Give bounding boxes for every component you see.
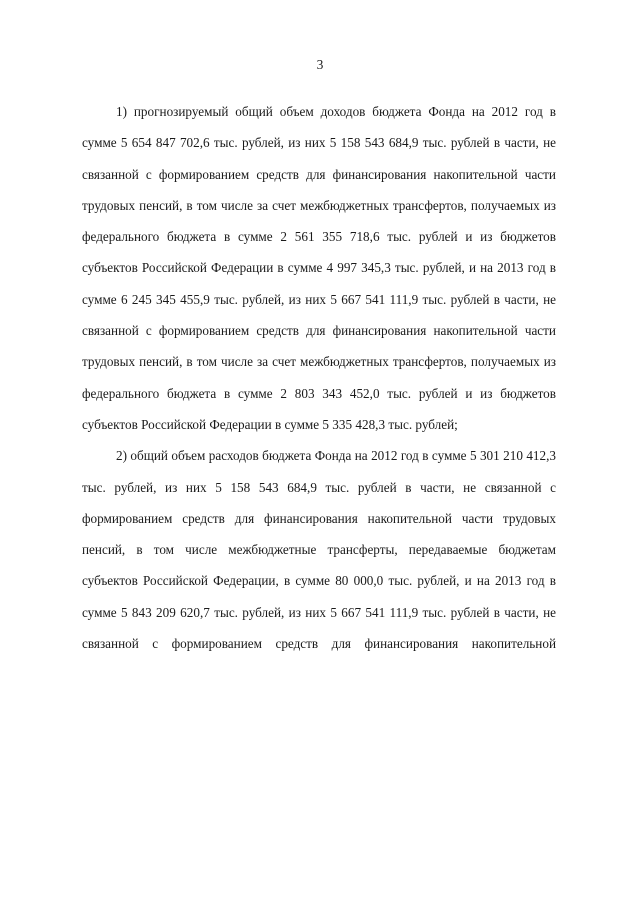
document-body (82, 96, 556, 691)
paragraph-1-text: 1) прогнозируемый общий объем доходов бюджета Фонда на 2012 год в сумме 5 654 847 702,6 тыс. рублей, из них 5 158 543 684,9 тыс. рублей в части, не связанной с формированием средств для финансирования накопительной части трудовых пенсий, в том числе за счет межбюджетных трансфертов, получаемых из федерального бюджета в сумме 2 561 355 718,6 тыс. рублей и из бюджетов субъектов Российской Федерации в сумме 4 997 345,3 тыс. рублей, и на 2013 год в сумме 6 245 345 455,9 тыс. рублей, из них 5 667 541 111,9 тыс. рублей в части, не связанной с формированием средств для финансирования накопительной части трудовых пенсий, в том числе за счет межбюджетных трансфертов, получаемых из федерального бюджета в сумме 2 803 343 452,0 тыс. рублей и из бюджетов субъектов Российской Федерации в сумме 5 335 428,3 тыс. рублей; (82, 104, 556, 432)
paragraph-2 (82, 440, 556, 690)
paragraph-2-text: 2) общий объем расходов бюджета Фонда на 2012 год в сумме 5 301 210 412,3 тыс. рублей, из них 5 158 543 684,9 тыс. рублей в части, не связанной с формированием средств для финансирования накопительной части трудовых пенсий, в том числе межбюджетные трансферты, передаваемые бюджетам субъектов Российской Федерации, в сумме 80 000,0 тыс. рублей, и на 2013 год в сумме 5 843 209 620,7 тыс. рублей, из них 5 667 541 111,9 тыс. рублей в части, не связанной с формированием средств для финансирования накопительной (82, 448, 556, 652)
paragraph-1 (82, 96, 556, 440)
page-number: 3 (316, 57, 324, 72)
